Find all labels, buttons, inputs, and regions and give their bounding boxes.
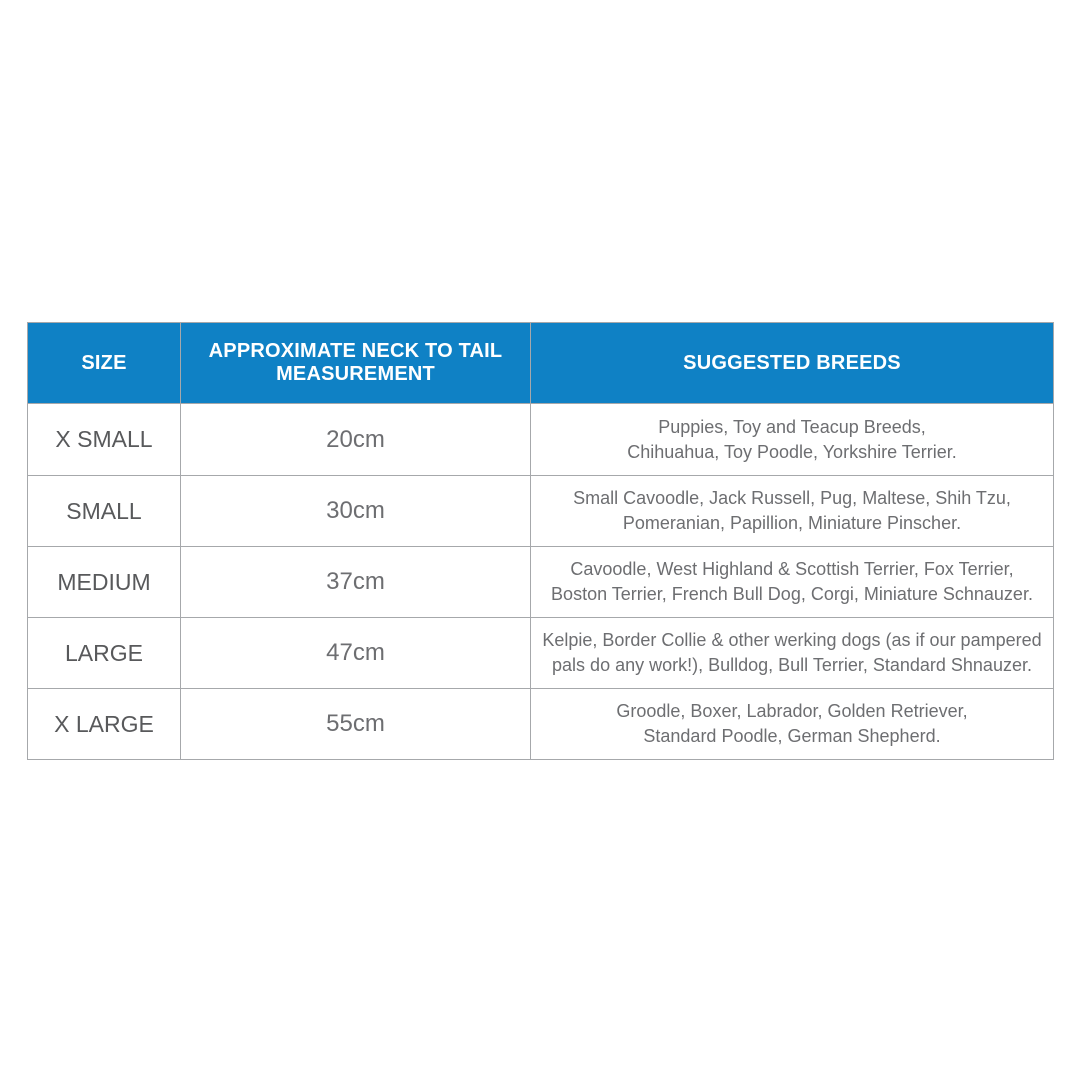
header-size-label: SIZE	[81, 351, 127, 374]
breeds-line: Kelpie, Border Collie & other werking dogs (as if our pampered	[542, 630, 1042, 651]
measurement-cell: 30cm	[181, 476, 531, 547]
measurement-cell: 37cm	[181, 547, 531, 618]
size-cell: X SMALL	[28, 404, 181, 476]
breeds-cell	[531, 689, 1054, 760]
dog-size-chart-table	[27, 322, 1054, 760]
size-cell: MEDIUM	[28, 547, 181, 618]
table-row	[28, 618, 1054, 689]
header-row	[28, 323, 1054, 404]
breeds-line: pals do any work!), Bulldog, Bull Terrier, Standard Shnauzer.	[552, 655, 1032, 675]
header-measurement-line2: MEASUREMENT	[276, 363, 435, 385]
breeds-line: Small Cavoodle, Jack Russell, Pug, Maltese, Shih Tzu,	[573, 488, 1011, 509]
breeds-line: Pomeranian, Papillion, Miniature Pinscher.	[622, 513, 962, 533]
breeds-line: Standard Poodle, German Shepherd.	[643, 726, 941, 746]
table-row	[28, 404, 1054, 476]
size-cell: LARGE	[28, 618, 181, 689]
size-cell: X LARGE	[28, 689, 181, 760]
measurement-cell: 47cm	[181, 618, 531, 689]
header-breeds-label: SUGGESTED BREEDS	[683, 351, 901, 374]
breeds-cell	[531, 404, 1054, 476]
size-cell: SMALL	[28, 476, 181, 547]
table-row	[28, 476, 1054, 547]
header-cell-breeds	[531, 323, 1054, 404]
breeds-line: Groodle, Boxer, Labrador, Golden Retriever,	[616, 701, 968, 722]
breeds-line: Chihuahua, Toy Poodle, Yorkshire Terrier.	[627, 441, 957, 462]
table-row	[28, 689, 1054, 760]
breeds-cell	[531, 618, 1054, 689]
measurement-cell: 20cm	[181, 404, 531, 476]
breeds-line: Boston Terrier, French Bull Dog, Corgi, Miniature Schnauzer.	[551, 584, 1033, 604]
breeds-line: Cavoodle, West Highland & Scottish Terrier, Fox Terrier,	[570, 559, 1014, 580]
header-cell-measurement	[181, 323, 531, 404]
table-row	[28, 547, 1054, 618]
breeds-line: Puppies, Toy and Teacup Breeds,	[658, 416, 926, 437]
breeds-cell	[531, 476, 1054, 547]
measurement-cell: 55cm	[181, 689, 531, 760]
header-measurement-line1: APPROXIMATE NECK TO TAIL	[208, 340, 503, 362]
header-cell-size	[28, 323, 181, 404]
breeds-cell	[531, 547, 1054, 618]
